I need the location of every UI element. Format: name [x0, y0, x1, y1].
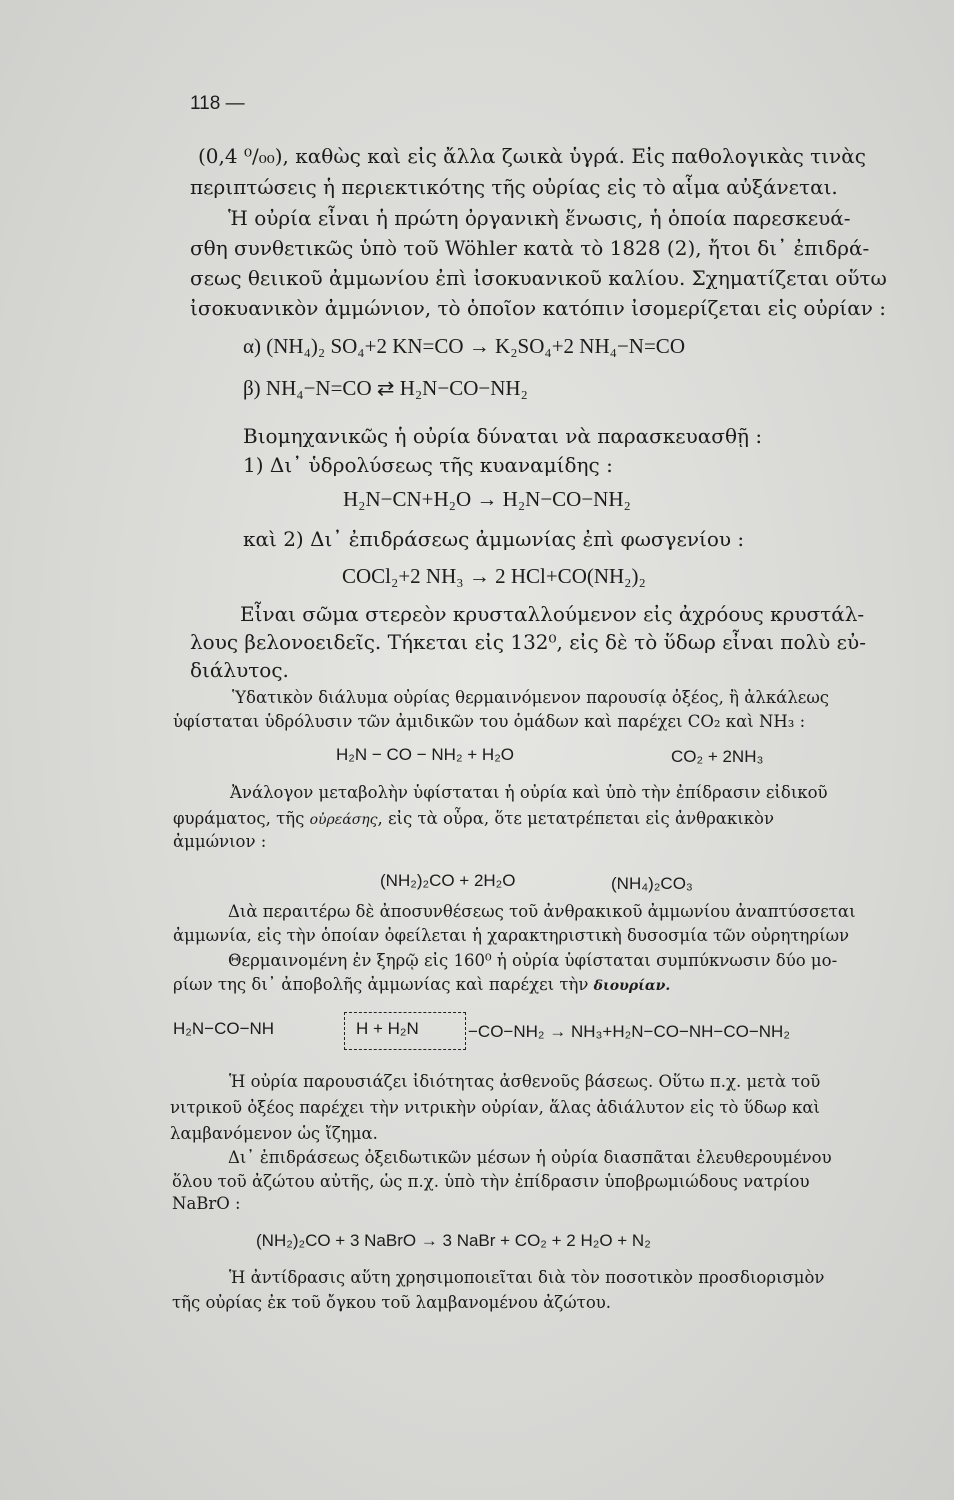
text-line: Διὰ περαιτέρω δὲ ἀποσυνθέσεως τοῦ ἀνθρακικοῦ ἀμμωνίου ἀναπτύσσεται: [228, 902, 856, 921]
text-line: Ἀνάλογον μεταβολὴν ὑφίσταται ἡ οὐρία καὶ ὑπὸ τὴν ἐπίδρασιν εἰδικοῦ: [230, 783, 828, 802]
biuret-left: H₂N−CO−NH: [173, 1019, 275, 1038]
text-line: λαμβανόμενον ὡς ἴζημα.: [170, 1124, 378, 1143]
biuret-boxed: H + H₂N: [356, 1019, 419, 1038]
text-line: Βιομηχανικῶς ἡ οὐρία δύναται νὰ παρασκευασθῇ :: [243, 424, 763, 448]
text-line: Ἡ οὐρία εἶναι ἡ πρώτη ὀργανικὴ ἕνωσις, ἡ ὁποία παρεσκευά-: [228, 206, 851, 230]
equation-urease-left: (NH₂)₂CO + 2H₂O: [380, 871, 516, 890]
emphasized-term: οὐρεάσης: [309, 812, 378, 828]
text-line: ὅλου τοῦ ἀζώτου αὐτῆς, ὡς π.χ. ὑπὸ τὴν ἐπίδρασιν ὑποβρωμιώδους νατρίου: [172, 1172, 810, 1191]
text-fragment: φυράματος, τῆς: [173, 809, 310, 828]
text-line: Εἶναι σῶμα στερεὸν κρυσταλλούμενον εἰς ἀχρόους κρυστάλ-: [240, 602, 865, 626]
text-line: 1) Δι᾽ ὑδρολύσεως τῆς κυαναμίδης :: [243, 453, 613, 477]
text-line: NaBrO :: [172, 1194, 241, 1213]
text-line: Ἡ ἀντίδρασις αὕτη χρησιμοποιεῖται διὰ τὸν ποσοτικὸν προσδιορισμὸν: [229, 1268, 825, 1287]
text-line: Ὑδατικὸν διάλυμα οὐρίας θερμαινόμενον παρουσίᾳ ὀξέος, ἢ ἀλκάλεως: [232, 688, 830, 707]
text-line: ἀμμώνιον :: [173, 832, 267, 851]
text-line: σεως θειικοῦ ἀμμωνίου ἐπὶ ἰσοκυανικοῦ καλίου. Σχηματίζεται οὕτω: [190, 266, 887, 290]
text-line: καὶ 2) Δι᾽ ἐπιδράσεως ἀμμωνίας ἐπὶ φωσγενίου :: [243, 527, 745, 551]
equation-phosgene: COCl₂+2 NH₃ → 2 HCl+CO(NH₂)₂: [342, 564, 646, 588]
equation-hydrolysis-left: H₂N − CO − NH₂ + H₂O: [336, 745, 515, 764]
text-line: Θερμαινομένη ἐν ξηρῷ εἰς 160⁰ ἡ οὐρία ὑφίσταται συμπύκνωσιν δύο μο-: [228, 951, 838, 970]
equation-hypobromite: (NH₂)₂CO + 3 NaBrO → 3 NaBr + CO₂ + 2 H₂O + N₂: [256, 1231, 651, 1250]
text-line: περιπτώσεις ἡ περιεκτικότης τῆς οὐρίας εἰς τὸ αἷμα αὐξάνεται.: [190, 175, 838, 199]
text-fragment: , εἰς τὰ οὖρα, ὅτε μετατρέπεται εἰς ἀνθρακικὸν: [377, 809, 774, 828]
text-line: ἰσοκυανικὸν ἀμμώνιον, τὸ ὁποῖον κατόπιν ἰσομερίζεται εἰς οὐρίαν :: [190, 296, 886, 320]
equation-urease-right: (NH₄)₂CO₃: [611, 874, 693, 893]
text-line: λους βελονοειδεῖς. Τήκεται εἰς 132⁰, εἰς δὲ τὸ ὕδωρ εἶναι πολὺ εὐ-: [190, 630, 866, 654]
text-line: νιτρικοῦ ὀξέος παρέχει τὴν νιτρικὴν οὐρίαν, ἅλας ἀδιάλυτον εἰς τὸ ὕδωρ καὶ: [170, 1098, 821, 1117]
page-number: 118 —: [190, 93, 245, 114]
text-line: ὑφίσταται ὑδρόλυσιν τῶν ἀμιδικῶν του ὁμάδων καὶ παρέχει CO₂ καὶ NH₃ :: [173, 712, 806, 731]
equation-hydrolysis-right: CO₂ + 2NH₃: [671, 747, 764, 766]
emphasized-term: διουρίαν.: [593, 978, 671, 994]
reaction-alpha: α) (NH₄)₂ SO₄+2 KN=CO → K₂SO₄+2 NH₄−N=CO: [243, 334, 685, 358]
biuret-right: −CO−NH₂ → NH₃+H₂N−CO−NH−CO−NH₂: [468, 1022, 790, 1041]
text-line: ἀμμωνία, εἰς τὴν ὁποίαν ὀφείλεται ἡ χαρακτηριστικὴ δυσοσμία τῶν οὐρητηρίων: [173, 926, 850, 945]
text-line: (0,4 ⁰/₀₀), καθὼς καὶ εἰς ἄλλα ζωικὰ ὑγρά. Εἰς παθολογικὰς τινὰς: [198, 144, 866, 168]
text-fragment: ρίων της δι᾽ ἀποβολῆς ἀμμωνίας καὶ παρέχει τὴν: [173, 975, 594, 994]
text-line: σθη συνθετικῶς ὑπὸ τοῦ Wöhler κατὰ τὸ 1828 (2), ἤτοι δι᾽ ἐπιδρά-: [190, 236, 870, 260]
reaction-beta: β) NH₄−N=CO ⇄ H₂N−CO−NH₂: [243, 376, 528, 400]
text-line: Δι᾽ ἐπιδράσεως ὀξειδωτικῶν μέσων ἡ οὐρία διασπᾶται ἐλευθερουμένου: [228, 1148, 832, 1167]
equation-cyanamide: H₂N−CN+H₂O → H₂N−CO−NH₂: [343, 487, 631, 511]
text-line: Ἡ οὐρία παρουσιάζει ἰδιότητας ἀσθενοῦς βάσεως. Οὕτω π.χ. μετὰ τοῦ: [229, 1072, 821, 1091]
text-line: τῆς οὐρίας ἐκ τοῦ ὄγκου τοῦ λαμβανομένου ἀζώτου.: [172, 1293, 612, 1312]
text-line: [173, 977, 670, 994]
text-line: [173, 811, 774, 828]
text-line: διάλυτος.: [190, 658, 289, 682]
